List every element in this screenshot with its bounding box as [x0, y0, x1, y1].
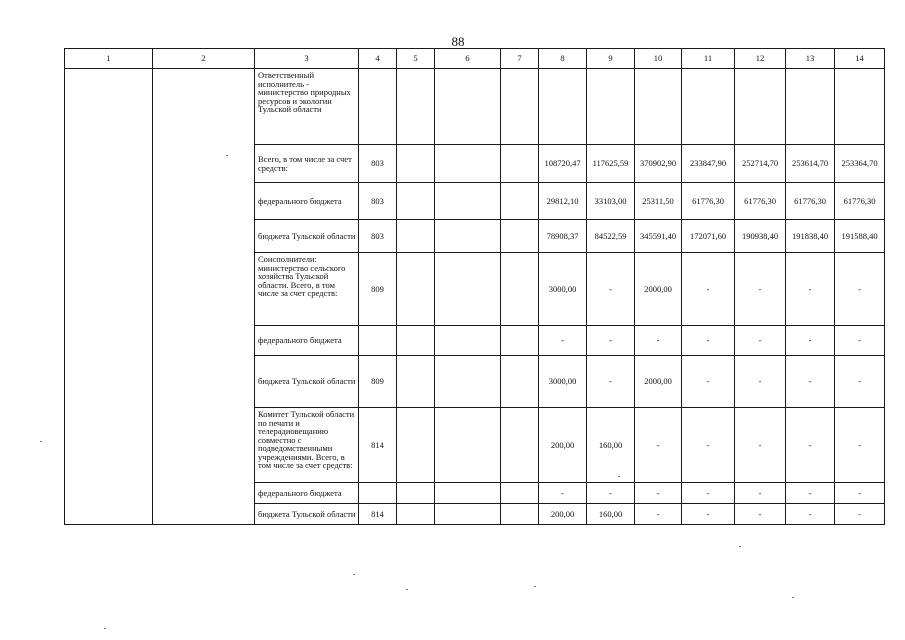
amount-cell: - [682, 356, 735, 408]
amount-cell: - [635, 326, 682, 356]
amount-cell: 2000,00 [635, 356, 682, 408]
amount-cell: 200,00 [539, 408, 587, 483]
row-label: федерального бюджета [255, 183, 359, 220]
amount-cell: - [786, 483, 835, 504]
row-label: бюджета Тульской области [255, 504, 359, 525]
amount-cell: 370902,90 [635, 145, 682, 183]
amount-cell [587, 69, 635, 145]
column-2-cell [153, 69, 255, 525]
empty-cell [435, 326, 501, 356]
amount-cell [539, 69, 587, 145]
amount-cell: - [835, 504, 885, 525]
empty-cell [501, 145, 539, 183]
amount-cell: - [835, 253, 885, 326]
amount-cell: - [735, 326, 786, 356]
header-cell: 8 [539, 49, 587, 69]
empty-cell [435, 220, 501, 253]
amount-cell: - [539, 326, 587, 356]
code-cell: 814 [359, 504, 397, 525]
amount-cell: 160,00 [587, 504, 635, 525]
amount-cell: - [635, 408, 682, 483]
amount-cell: 345591,40 [635, 220, 682, 253]
amount-cell: - [835, 326, 885, 356]
amount-cell: 61776,30 [786, 183, 835, 220]
header-cell: 5 [397, 49, 435, 69]
empty-cell [501, 408, 539, 483]
header-cell: 4 [359, 49, 397, 69]
row-label: федерального бюджета [255, 326, 359, 356]
amount-cell: 61776,30 [735, 183, 786, 220]
header-cell: 13 [786, 49, 835, 69]
amount-cell: - [635, 483, 682, 504]
empty-cell [435, 145, 501, 183]
header-cell: 1 [65, 49, 153, 69]
amount-cell: - [682, 326, 735, 356]
table-row [65, 69, 885, 145]
header-cell: 11 [682, 49, 735, 69]
amount-cell: 172071,60 [682, 220, 735, 253]
amount-cell: 61776,30 [682, 183, 735, 220]
amount-cell: 3000,00 [539, 356, 587, 408]
amount-cell: - [735, 504, 786, 525]
amount-cell: - [835, 483, 885, 504]
amount-cell: 2000,00 [635, 253, 682, 326]
empty-cell [501, 69, 539, 145]
row-label: Всего, в том числе за счет средств: [255, 145, 359, 183]
column-1-cell [65, 69, 153, 525]
header-cell: 9 [587, 49, 635, 69]
amount-cell: 25311,50 [635, 183, 682, 220]
amount-cell: - [682, 408, 735, 483]
code-cell: 809 [359, 356, 397, 408]
amount-cell: 253364,70 [835, 145, 885, 183]
row-label: Комитет Тульской области по печати и телерадиовещанию совместно с подведомственными учреждениями. Всего, в том числе за счет средств: [255, 408, 359, 483]
amount-cell: 160,00 [587, 408, 635, 483]
empty-cell [435, 69, 501, 145]
amount-cell: 29812,10 [539, 183, 587, 220]
header-cell: 6 [435, 49, 501, 69]
code-cell: 803 [359, 183, 397, 220]
amount-cell: - [587, 326, 635, 356]
header-cell: 12 [735, 49, 786, 69]
code-cell [359, 483, 397, 504]
amount-cell: - [682, 504, 735, 525]
amount-cell: 61776,30 [835, 183, 885, 220]
empty-cell [435, 253, 501, 326]
amount-cell [835, 69, 885, 145]
amount-cell: - [539, 483, 587, 504]
empty-cell [397, 69, 435, 145]
amount-cell [635, 69, 682, 145]
amount-cell [735, 69, 786, 145]
amount-cell: - [835, 408, 885, 483]
amount-cell: - [587, 253, 635, 326]
amount-cell: 191588,40 [835, 220, 885, 253]
row-label: Ответственный исполнитель - министерство природных ресурсов и экологии Тульской области [255, 69, 359, 145]
row-label: Соисполнители: министерство сельского хозяйства Тульской области. Всего, в том числе за счет средств: [255, 253, 359, 326]
amount-cell: - [786, 356, 835, 408]
amount-cell: - [735, 408, 786, 483]
amount-cell: 84522,59 [587, 220, 635, 253]
amount-cell: 253614,70 [786, 145, 835, 183]
empty-cell [397, 183, 435, 220]
page-number: 88 [451, 34, 465, 49]
budget-table [64, 48, 885, 525]
amount-cell: - [835, 356, 885, 408]
empty-cell [501, 483, 539, 504]
empty-cell [397, 145, 435, 183]
amount-cell: 117625,59 [587, 145, 635, 183]
amount-cell: 200,00 [539, 504, 587, 525]
amount-cell: - [587, 356, 635, 408]
header-cell: 2 [153, 49, 255, 69]
row-label: бюджета Тульской области [255, 220, 359, 253]
row-label: бюджета Тульской области [255, 356, 359, 408]
amount-cell: - [735, 356, 786, 408]
code-cell: 814 [359, 408, 397, 483]
header-row [65, 49, 885, 69]
empty-cell [397, 504, 435, 525]
header-cell: 3 [255, 49, 359, 69]
empty-cell [397, 253, 435, 326]
empty-cell [501, 356, 539, 408]
amount-cell [682, 69, 735, 145]
amount-cell: - [682, 253, 735, 326]
empty-cell [501, 220, 539, 253]
code-cell: 803 [359, 220, 397, 253]
amount-cell: 3000,00 [539, 253, 587, 326]
amount-cell: 190938,40 [735, 220, 786, 253]
amount-cell: 78908,37 [539, 220, 587, 253]
header-cell: 10 [635, 49, 682, 69]
code-cell [359, 69, 397, 145]
empty-cell [397, 326, 435, 356]
code-cell: 809 [359, 253, 397, 326]
empty-cell [501, 326, 539, 356]
row-label: федерального бюджета [255, 483, 359, 504]
amount-cell: - [786, 253, 835, 326]
code-cell: 803 [359, 145, 397, 183]
empty-cell [435, 183, 501, 220]
empty-cell [501, 253, 539, 326]
empty-cell [435, 408, 501, 483]
header-cell: 14 [835, 49, 885, 69]
amount-cell: 233847,90 [682, 145, 735, 183]
amount-cell: - [735, 253, 786, 326]
amount-cell [786, 69, 835, 145]
header-cell: 7 [501, 49, 539, 69]
empty-cell [397, 408, 435, 483]
amount-cell: 108720,47 [539, 145, 587, 183]
amount-cell: - [786, 408, 835, 483]
amount-cell: 191838,40 [786, 220, 835, 253]
empty-cell [397, 220, 435, 253]
amount-cell: 33103,00 [587, 183, 635, 220]
amount-cell: - [682, 483, 735, 504]
amount-cell: - [635, 504, 682, 525]
code-cell [359, 326, 397, 356]
empty-cell [397, 483, 435, 504]
empty-cell [501, 183, 539, 220]
amount-cell: 252714,70 [735, 145, 786, 183]
empty-cell [397, 356, 435, 408]
amount-cell: - [735, 483, 786, 504]
amount-cell: - [786, 326, 835, 356]
empty-cell [435, 483, 501, 504]
empty-cell [435, 356, 501, 408]
empty-cell [501, 504, 539, 525]
empty-cell [435, 504, 501, 525]
amount-cell: - [786, 504, 835, 525]
amount-cell: - [587, 483, 635, 504]
